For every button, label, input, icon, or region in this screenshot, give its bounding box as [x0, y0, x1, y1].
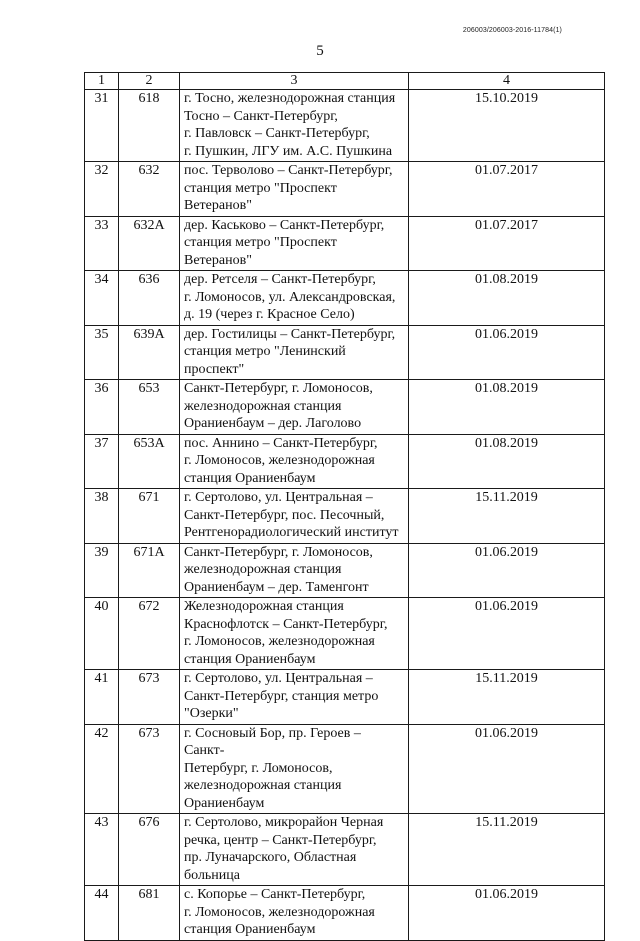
route-path-cell: Железнодорожная станция Краснофлотск – Санкт-Петербург, г. Ломоносов, железнодорожная станция Ораниенбаум	[180, 598, 409, 670]
route-path-cell: дер. Гостилицы – Санкт-Петербург, станция метро "Ленинский проспект"	[180, 325, 409, 380]
row-number-cell: 44	[85, 886, 119, 941]
table-body	[85, 90, 605, 941]
row-number-cell: 31	[85, 90, 119, 162]
route-number-cell: 673	[119, 724, 180, 814]
route-number-cell: 671А	[119, 543, 180, 598]
routes-table	[84, 72, 605, 941]
row-number-cell: 39	[85, 543, 119, 598]
table-row	[85, 543, 605, 598]
table-row	[85, 325, 605, 380]
table-row	[85, 489, 605, 544]
route-path-cell: пос. Аннино – Санкт-Петербург, г. Ломоносов, железнодорожная станция Ораниенбаум	[180, 434, 409, 489]
row-number-cell: 32	[85, 162, 119, 217]
table-header	[85, 73, 605, 90]
start-date-cell: 01.08.2019	[409, 434, 605, 489]
start-date-cell: 15.11.2019	[409, 814, 605, 886]
route-number-cell: 681	[119, 886, 180, 941]
column-header-4: 4	[409, 73, 605, 90]
table-row	[85, 162, 605, 217]
start-date-cell: 01.06.2019	[409, 598, 605, 670]
route-number-cell: 653	[119, 380, 180, 435]
route-number-cell: 618	[119, 90, 180, 162]
row-number-cell: 37	[85, 434, 119, 489]
start-date-cell: 15.11.2019	[409, 670, 605, 725]
route-path-cell: г. Сертолово, ул. Центральная – Санкт-Петербург, станция метро "Озерки"	[180, 670, 409, 725]
row-number-cell: 36	[85, 380, 119, 435]
row-number-cell: 33	[85, 216, 119, 271]
row-number-cell: 40	[85, 598, 119, 670]
row-number-cell: 38	[85, 489, 119, 544]
row-number-cell: 43	[85, 814, 119, 886]
table-row	[85, 886, 605, 941]
row-number-cell: 34	[85, 271, 119, 326]
start-date-cell: 01.06.2019	[409, 543, 605, 598]
route-path-cell: г. Сертолово, микрорайон Черная речка, центр – Санкт-Петербург, пр. Луначарского, Областная больница	[180, 814, 409, 886]
table-row	[85, 724, 605, 814]
table-row	[85, 380, 605, 435]
route-number-cell: 632	[119, 162, 180, 217]
start-date-cell: 01.06.2019	[409, 886, 605, 941]
column-header-3: 3	[180, 73, 409, 90]
route-number-cell: 673	[119, 670, 180, 725]
table-row	[85, 670, 605, 725]
table-row	[85, 814, 605, 886]
start-date-cell: 01.07.2017	[409, 216, 605, 271]
column-header-2: 2	[119, 73, 180, 90]
route-number-cell: 639А	[119, 325, 180, 380]
route-path-cell: г. Сертолово, ул. Центральная – Санкт-Петербург, пос. Песочный, Рентгенорадиологический институт	[180, 489, 409, 544]
route-number-cell: 676	[119, 814, 180, 886]
route-path-cell: дер. Ретселя – Санкт-Петербург, г. Ломоносов, ул. Александровская, д. 19 (через г. Красное Село)	[180, 271, 409, 326]
route-path-cell: дер. Каськово – Санкт-Петербург, станция метро "Проспект Ветеранов"	[180, 216, 409, 271]
start-date-cell: 01.07.2017	[409, 162, 605, 217]
table-row	[85, 271, 605, 326]
row-number-cell: 42	[85, 724, 119, 814]
route-path-cell: с. Копорье – Санкт-Петербург, г. Ломоносов, железнодорожная станция Ораниенбаум	[180, 886, 409, 941]
table-row	[85, 434, 605, 489]
document-id: 206003/206003-2016-11784(1)	[462, 27, 562, 34]
start-date-cell: 15.10.2019	[409, 90, 605, 162]
row-number-cell: 41	[85, 670, 119, 725]
row-number-cell: 35	[85, 325, 119, 380]
table-row	[85, 598, 605, 670]
start-date-cell: 01.08.2019	[409, 271, 605, 326]
page-number: 5	[316, 43, 324, 59]
route-path-cell: Санкт-Петербург, г. Ломоносов, железнодорожная станция Ораниенбаум – дер. Лаголово	[180, 380, 409, 435]
route-path-cell: Санкт-Петербург, г. Ломоносов, железнодорожная станция Ораниенбаум – дер. Таменгонт	[180, 543, 409, 598]
header-row	[85, 73, 605, 90]
column-header-1: 1	[85, 73, 119, 90]
table-row	[85, 216, 605, 271]
route-path-cell: пос. Терволово – Санкт-Петербург, станция метро "Проспект Ветеранов"	[180, 162, 409, 217]
route-path-cell: г. Сосновый Бор, пр. Героев – Санкт- Петербург, г. Ломоносов, железнодорожная станция Ораниенбаум	[180, 724, 409, 814]
start-date-cell: 01.08.2019	[409, 380, 605, 435]
route-number-cell: 653А	[119, 434, 180, 489]
start-date-cell: 01.06.2019	[409, 724, 605, 814]
route-path-cell: г. Тосно, железнодорожная станция Тосно – Санкт-Петербург, г. Павловск – Санкт-Петербург, г. Пушкин, ЛГУ им. А.С. Пушкина	[180, 90, 409, 162]
start-date-cell: 15.11.2019	[409, 489, 605, 544]
route-number-cell: 632А	[119, 216, 180, 271]
start-date-cell: 01.06.2019	[409, 325, 605, 380]
route-number-cell: 636	[119, 271, 180, 326]
table-row	[85, 90, 605, 162]
route-number-cell: 671	[119, 489, 180, 544]
route-number-cell: 672	[119, 598, 180, 670]
